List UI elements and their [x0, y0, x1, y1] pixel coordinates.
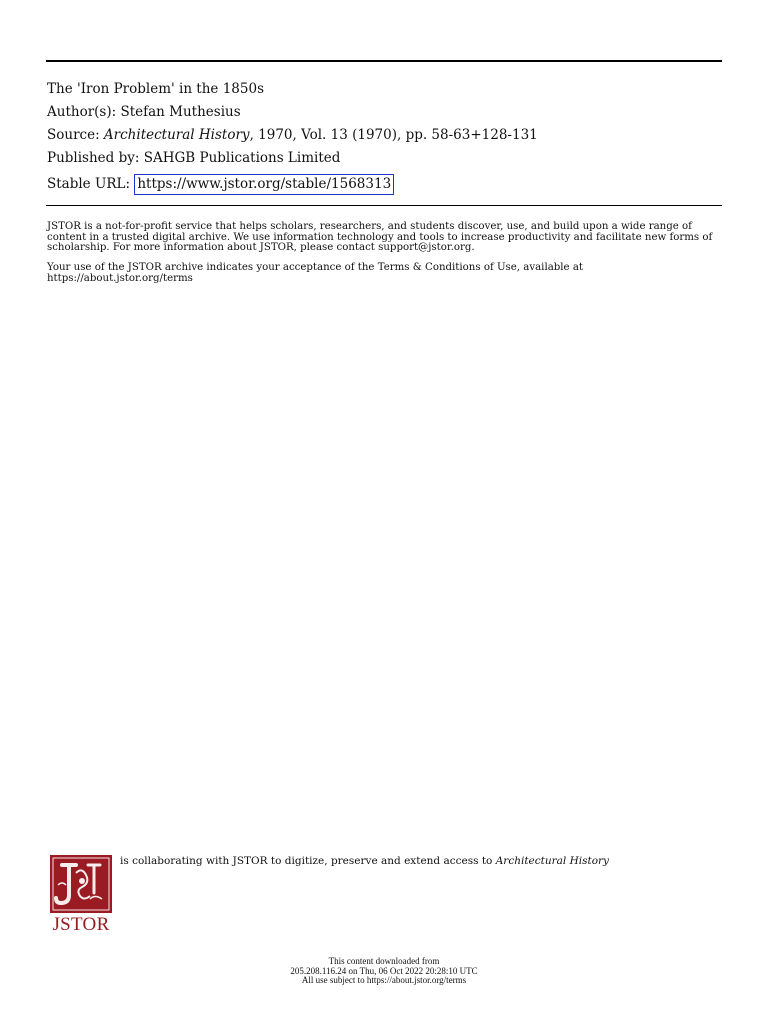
footer-line-2: 205.208.116.24 on Thu, 06 Oct 2022 20:28:10 UTC [290, 965, 478, 976]
publisher-value: SAHGB Publications Limited [143, 150, 341, 166]
source-line [47, 127, 538, 143]
authors-value: Stefan Muthesius [120, 104, 241, 120]
collaboration-journal: Architectural History [495, 855, 609, 867]
jstor-logo [50, 855, 112, 935]
collaboration-statement [120, 855, 609, 867]
source-details: , 1970, Vol. 13 (1970), pp. 58-63+128-131 [249, 127, 538, 143]
footer-line-1: This content downloaded from [328, 956, 440, 966]
source-label: Source: [47, 127, 100, 143]
article-title-line [47, 81, 264, 97]
terms-notice-paragraph: Your use of the JSTOR archive indicates your acceptance of the Terms & Conditions of Use, available at https://about.jstor.org/terms [47, 262, 583, 284]
jstor-logo-icon [50, 855, 112, 913]
publisher-line [47, 150, 340, 166]
stable-url-label: Stable URL: [47, 176, 131, 192]
collaboration-text: is collaborating with JSTOR to digitize, preserve and extend access to [120, 855, 493, 867]
divider-rule [46, 205, 722, 206]
top-rule [46, 60, 722, 62]
publisher-label: Published by: [47, 150, 140, 166]
stable-url-line [47, 174, 394, 195]
jstor-logo-wordmark: JSTOR [52, 914, 110, 935]
source-journal: Architectural History [103, 127, 250, 143]
article-title: The 'Iron Problem' in the 1850s [47, 81, 264, 97]
authors-label: Author(s): [47, 104, 117, 120]
jstor-notice-paragraph: JSTOR is a not-for-profit service that helps scholars, researchers, and students discover, use, and build upon a wide range of content in a trusted digital archive. We use information technology and tools to increase productivity and facilitate new forms of scholarship. For more information about JSTOR, please contact support@jstor.org. [47, 221, 713, 253]
stable-url-link[interactable]: https://www.jstor.org/stable/1568313 [134, 174, 394, 195]
download-footer [0, 957, 768, 986]
footer-line-3: All use subject to https://about.jstor.org/terms [301, 975, 467, 986]
authors-line [47, 104, 241, 120]
